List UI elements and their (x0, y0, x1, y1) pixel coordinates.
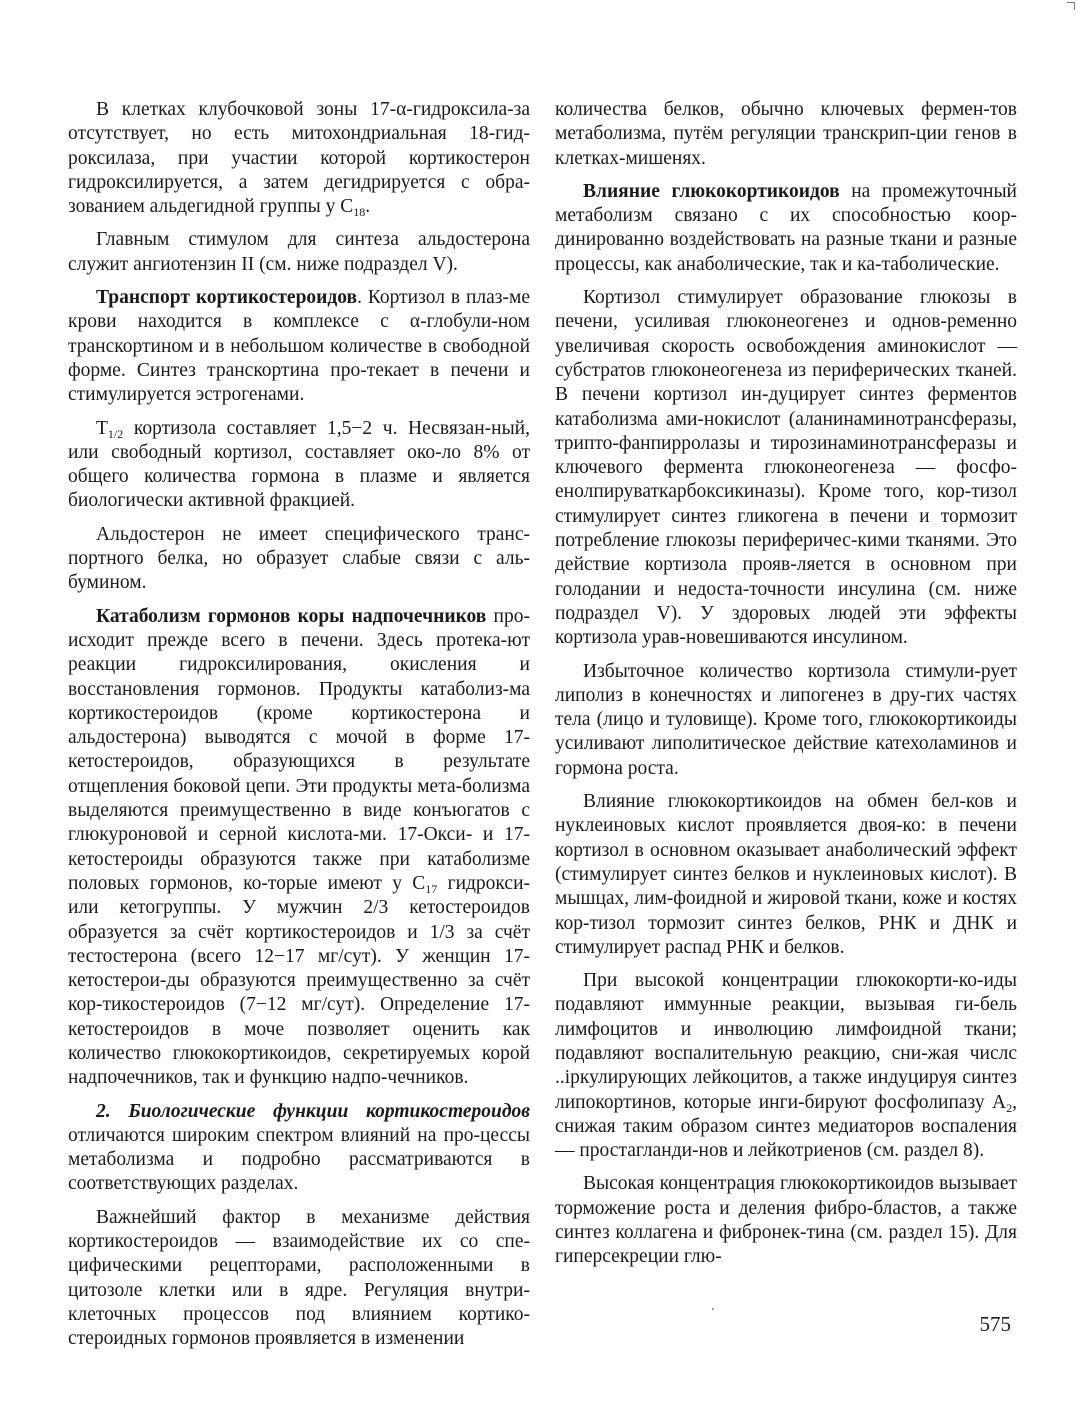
paragraph-biological-functions: 2. Биологические функции кортикостероидов отличаются широким спектром влияний на про-цессы метаболизма и подробно рассматриваются в соответствующих разделах. (68, 1100, 530, 1195)
paragraph-glucocorticoid-influence: Влияние глюкокортикоидов на промежуточный метаболизм связано с их способностью коор-динированно воздействовать на разные ткани и разные процессы, как анаболические, так и ка-таболические. (555, 180, 1017, 275)
scan-dot (712, 1308, 714, 1310)
scan-corner-mark (1067, 2, 1075, 10)
paragraph-catabolism: Катаболизм гормонов коры надпочечников про-исходит прежде всего в печени. Здесь протека-ют реакции гидроксилирования, окисления и восстановления гормонов. Продукты катаболиз-ма кортикостероидов (кроме кортикостерона и альдостерона) выводятся с мочой в форме 17-кетостероидов, образующихся в результате отщепления боковой цепи. Эти продукты мета-болизма выделяются преимущественно в виде конъюгатов с глюкуроновой и серной кислота-ми. 17-Окси- и 17-кетостероиды образуются также при катаболизме половых гормонов, ко-торые имеют у $C_{17}$ гидрокси- или кетогруппы. У мужчин 2/3 кетостероидов образуется за счёт кортикостероидов и 1/3 за счёт тестостерона (всего 12−17 мг/сут). У женщин 17-кетостерои-ды образуются преимущественно за счёт кор-тикостероидов (7−12 мг/сут). Определение 17-кетостероидов в моче позволяет оценить как количество глюкокортикоидов, секретируемых корой надпочечников, так и функцию надпо-чечников. (68, 605, 531, 1089)
heading-transport: Транспорт кортикостероидов (96, 287, 358, 309)
heading-catabolism: Катаболизм гормонов коры надпочечников (96, 605, 487, 627)
right-column (555, 98, 1017, 1279)
paragraph-aldosterone-stimulus: Главным стимулом для синтеза альдостерона служит ангиотензин II (см. ниже подраздел V). (68, 229, 530, 275)
paragraph-receptors: Важнейший фактор в механизме действия кортикостероидов — взаимодействие их со спе-цифическими рецепторами, расположенными в цитозоле клетки или в ядре. Регуляция внутри-клеточных процессов под влиянием кортико-стероидных гормонов проявляется в изменении (68, 1206, 530, 1350)
paragraph-transport: Транспорт кортикостероидов. Кортизол в плаз-ме крови находится в комплексе с α-глобули-ном транскортином и в небольшом количестве в свободной форме. Синтез транскортина про-текает в печени и стимулируется эстрогенами. (68, 287, 530, 406)
paragraph-half-life: $T_{1/2}$ кортизола составляет 1,5−2 ч. Несвязан-ный, или свободный кортизол, составляет око-ло 8% от общего количества гормона в плазме и является биологически активной фракцией. (68, 417, 530, 512)
paragraph-protein-metabolism: Влияние глюкокортикоидов на обмен бел-ков и нуклеиновых кислот проявляется двоя-ко: в печени кортизол в основном оказывает анаболический эффект (стимулирует синтез белков и нуклеиновых кислот). В мышцах, лим-фоидной и жировой ткани, коже и костях кор-тизол тормозит синтез белков, РНК и ДНК и стимулирует распад РНК и белков. (555, 791, 1017, 958)
page-number: 575 (979, 1312, 1011, 1336)
heading-biological-functions: 2. Биологические функции кортикостероидов (96, 1100, 530, 1122)
paragraph-glomerular-zone: В клетках клубочковой зоны 17-α-гидроксила-за отсутствует, но есть митохондриальная 18-гид-роксилаза, при участии которой кортикостерон гидроксилируется, а затем дегидрируется с обра-зованием альдегидной группы у $C_{18}$. (68, 99, 530, 220)
left-column (68, 98, 530, 1361)
paragraph-cortisol-glucose: Кортизол стимулирует образование глюкозы в печени, усиливая глюконеогенез и однов-ременно увеличивая скорость освобождения аминокислот — субстратов глюконеогенеза из периферических тканей. В печени кортизол ин-дуцирует синтез ферментов катаболизма ами-нокислот (аланинаминотрансферазы, трипто-фанпирролазы и тирозинаминотрансферазы и ключевого фермента глюконеогенеза — фосфо-енолпируваткарбоксикиназы). Кроме того, кор-тизол стимулирует синтез гликогена в печени и тормозит потребление глюкозы периферичес-кими тканями. Это действие кортизола прояв-ляется в основном при голодании и недоста-точности инсулина (см. ниже подраздел V). У здоровых людей эти эффекты кортизола урав-новешиваются инсулином. (555, 287, 1017, 649)
heading-glucocorticoid-influence: Влияние глюкокортикоидов (583, 180, 840, 202)
paragraph-continuation: количества белков, обычно ключевых фермен-тов метаболизма, путём регуляции транскрип-ции генов в клетках-мишенях. (555, 99, 1017, 169)
paragraph-lipolysis: Избыточное количество кортизола стимули-рует липолиз в конечностях и липогенез в дру-гих частях тела (лицо и туловище). Кроме того, глюкокортикоиды усиливают липолитическое действие катехоламинов и гормона роста. (555, 660, 1017, 779)
paragraph-immune: При высокой концентрации глюкокорти-ко-иды подавляют иммунные реакции, вызывая ги-бель лимфоцитов и инволюцию лимфоидной ткани; подавляют воспалительную реакцию, сни-жая числс ..іркулирующих лейкоцитов, а также индуцируя синтез липокортинов, которые инги-бируют фосфолипазу $A_2$, снижая таким образом синтез медиаторов воспаления — простагланди-нов и лейкотриенов (см. раздел 8). (555, 970, 1017, 1162)
paragraph-aldosterone-transport: Альдостерон не имеет специфического транс-портного белка, но образует слабые связи с аль-бумином. (68, 523, 530, 594)
paragraph-fibroblasts: Высокая концентрация глюкокортикоидов вызывает торможение роста и деления фибро-бластов, а также синтез коллагена и фибронек-тина (см. раздел 15). Для гиперсекреции глю- (555, 1173, 1017, 1268)
